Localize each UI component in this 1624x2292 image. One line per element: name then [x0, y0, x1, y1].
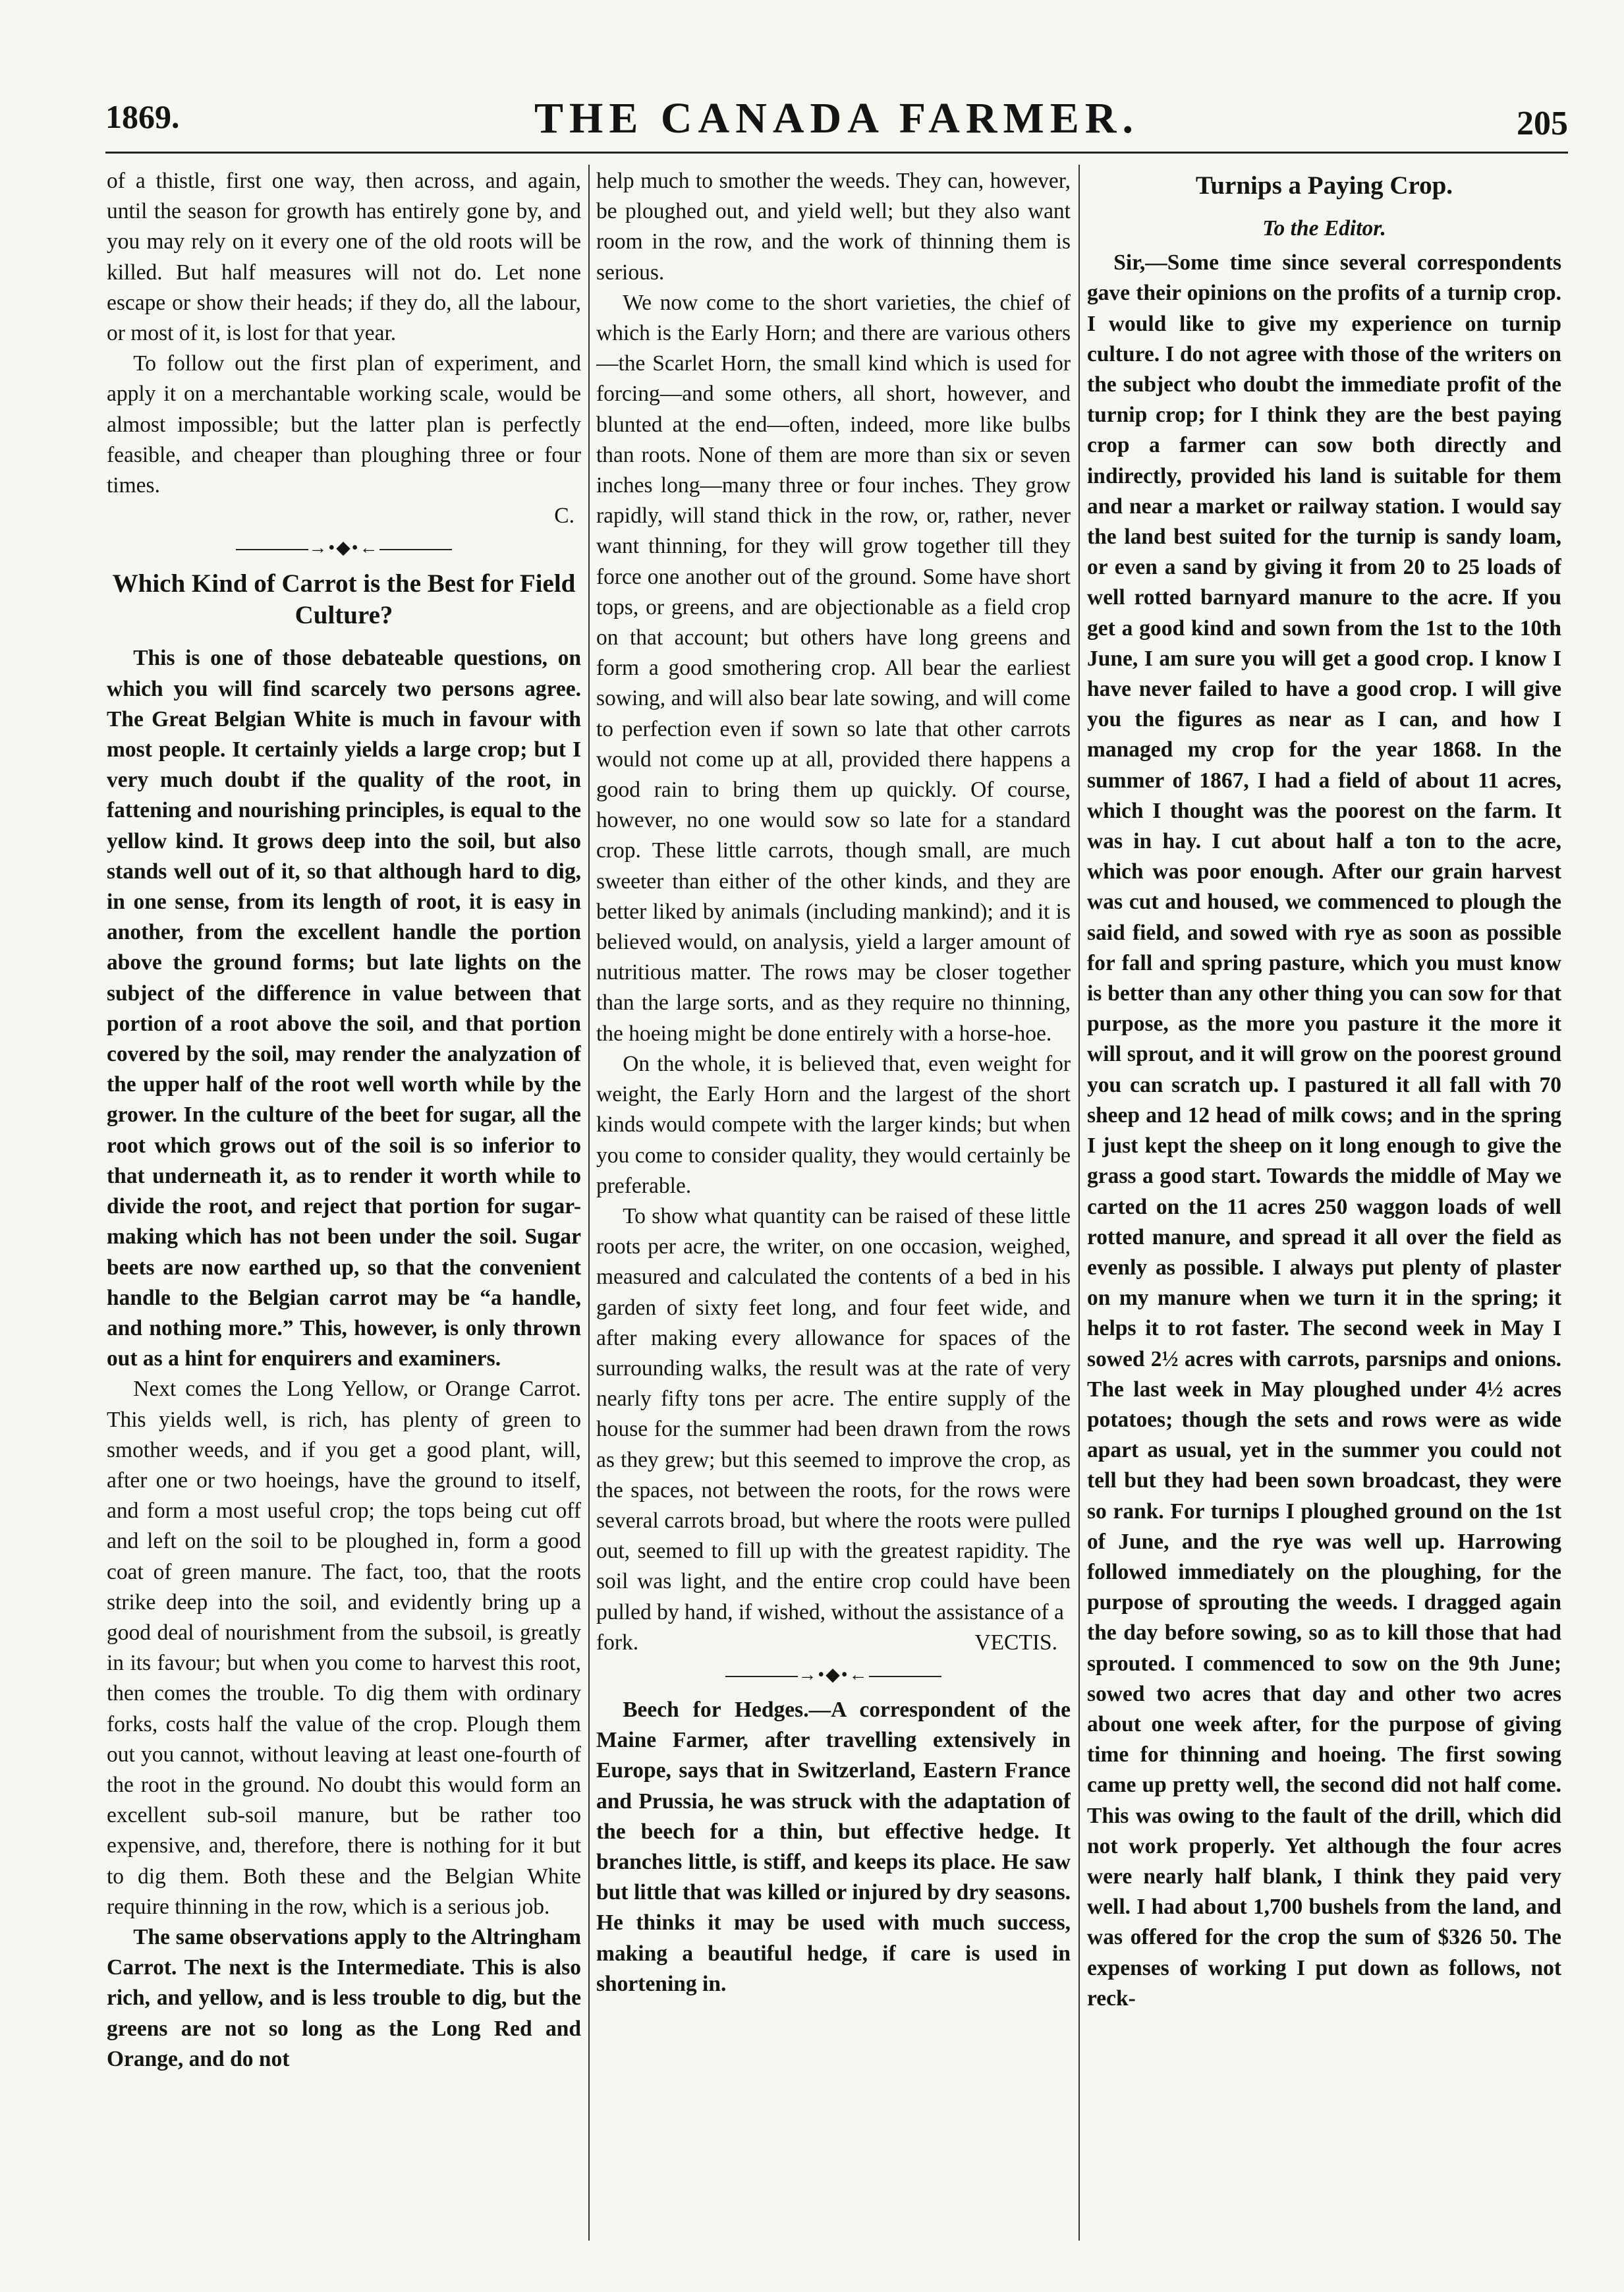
- article-paragraph: This is one of those debateable questions, on which you will find scarcely two persons agree. The Great Belgian White is much in favour with most people. It certainly yields a large crop; but I very much doubt if the quality of the root, in fattening and nourishing principles, is equal to the yellow kind. It grows deep into the soil, but also stands well out of it, so that although hard to dig, in one sense, from its length of root, it is easy in another, from the excellent handle the portion above the ground forms; but late lights on the subject of the difference in value between that portion of a root above the soil, and that portion covered by the soil, may render the analyzation of the upper half of the root well worth while by the grower. In the culture of the beet for sugar, all the root which grows out of the soil is so inferior to that underneath it, as to render it worth while to divide the root, and reject that portion for sugar-making which has not been under the soil. Sugar beets are now earthed up, so that the convenient handle to the Belgian carrot may be “a handle, and nothing more.” This, however, is only thrown out as a hint for enquirers and examiners.: [107, 646, 581, 1371]
- article-paragraph: To show what quantity can be raised of these little roots per acre, the writer, on one occasion, weighed, measured and calculated the contents of a bed in his garden of sixty feet long, and four feet wide, and after making every allowance for spaces of the surrounding walks, the result was at the rate of very nearly fifty tons per acre. The entire supply of the house for the summer had been drawn from the rows as they grew; but this seemed to improve the crop, as the spaces, not between the roots, for the rows were several carrots broad, but where the roots were pulled out, seemed to fill up with the greatest rapidity. The soil was light, and the entire crop could have been pulled by hand, if wished, without the assistance of a: [596, 1203, 1071, 1624]
- masthead-rule: [105, 152, 1568, 154]
- article-signature: C.: [554, 503, 574, 529]
- column-1: [107, 166, 581, 2242]
- closing-word: fork.: [596, 1630, 639, 1655]
- page-number: 205: [1517, 105, 1568, 142]
- column-divider: [1078, 165, 1080, 2241]
- publication-title: THE CANADA FARMER.: [534, 94, 1139, 142]
- article-subheading: To the Editor.: [1262, 216, 1386, 241]
- article-signature: VECTIS.: [974, 1630, 1057, 1655]
- article-paragraph: We now come to the short varieties, the chief of which is the Early Horn; and there are various others—the Scarlet Horn, the small kind which is used for forcing—and some others, all short, however, and blunted at the end—often, indeed, more like bulbs than roots. None of them are more than six or seven inches long—many three or four inches. They grow rapidly, will stand thick in the row, or, rather, never want thinning, for they will grow together till they force one another out of the ground. Some have short tops, or greens, and are objectionable as a field crop on that account; but others have long greens and form a good smothering crop. All bear the earliest sowing, and will also bear late sowing, and will come to perfection even if sown so late that other carrots would not come up at all, provided there happens a good rain to bring them up quickly. Of course, however, no one would sow so late for a standard crop. These little carrots, though small, are much sweeter than either of the other kinds, and they are better liked by animals (including mankind); and it is believed would, on analysis, yield a larger amount of nutritious matter. The rows may be closer together than the large sorts, and as they require no thinning, the hoeing might be done entirely with a horse-hoe.: [596, 290, 1071, 1046]
- article-paragraph: Next comes the Long Yellow, or Orange Carrot. This yields well, is rich, has plenty of green to smother weeds, and if you get a good plant, will, after one or two hoeings, have the ground to itself, and form a most useful crop; the tops being cut off and left on the soil to be ploughed in, form a good coat of green manure. The fact, too, that the roots strike deep into the soil, and evidently bring up a good deal of nourishment from the subsoil, is greatly in its favour; but when you come to harvest this root, then comes the trouble. To dig them with ordinary forks, costs half the value of the crop. Plough them out you cannot, without leaving at least one-fourth of the root in the ground. No doubt this would form an excellent sub-soil manure, but be rather too expensive, and, therefore, there is nothing for it but to dig them. Both these and the Belgian White require thinning in the row, which is a serious job.: [107, 1377, 581, 1919]
- issue-year: 1869.: [105, 98, 180, 135]
- column-3: [1087, 166, 1561, 2242]
- article-heading-carrot: Which Kind of Carrot is the Best for Field Culture?: [112, 569, 576, 630]
- column-2: [596, 166, 1071, 2242]
- article-paragraph: On the whole, it is believed that, even weight for weight, the Early Horn and the largest of the short kinds would compete with the larger kinds; but when you come to consider quality, they would certainly be preferable.: [596, 1051, 1071, 1198]
- section-ornament: →•◆•←: [596, 1662, 1071, 1688]
- article-paragraph: of a thistle, first one way, then across, and again, until the season for growth has entirely gone by, and you may rely on it every one of the old roots will be killed. But half measures will not do. Let none escape or show their heads; if they do, all the labour, or most of it, is lost for that year.: [107, 169, 581, 346]
- article-paragraph: help much to smother the weeds. They can, however, be ploughed out, and yield well; but they also want room in the row, and the work of thinning them is serious.: [596, 169, 1071, 285]
- article-closing-line: [596, 1628, 1071, 1658]
- paragraph-lead: Beech for Hedges.—: [623, 1697, 831, 1722]
- article-heading-turnips: Turnips a Paying Crop.: [1195, 171, 1453, 200]
- column-divider: [588, 165, 590, 2241]
- section-ornament: →•◆•←: [107, 535, 581, 561]
- article-paragraph: The same observations apply to the Altringham Carrot. The next is the Intermediate. This is also rich, and yellow, and is less trouble to dig, but the greens are not so long as the Long Red and Orange, and do not: [107, 1924, 581, 2071]
- article-paragraph: Sir,—Some time since several correspondents gave their opinions on the profits of a turnip crop. I would like to give my experience on turnip culture. I do not agree with those of the writers on the subject who doubt the immediate profit of the turnip crop; for I think they are the best paying crop a farmer can sow both directly and indirectly, provided his land is suitable for them and near a market or railway station. I would say the land best suited for the turnip is sandy loam, or even a sand by giving it from 20 to 25 loads of well rotted barnyard manure to the acre. If you get a good kind and sown from the 1st to the 10th June, I am sure you will get a good crop. I know I have never failed to have a good crop. I will give you the figures as near as I can, and how I managed my crop for the year 1868. In the summer of 1867, I had a field of about 11 acres, which I thought was the poorest on the farm. It was in hay. I cut about half a ton to the acre, which was poor enough. After our grain harvest was cut and housed, we commenced to plough the said field, and sowed with rye as soon as possible for fall and spring pasture, which you must know is better than any other thing you can sow for that purpose, as the more you pasture it the more it will sprout, and it will grow on the poorest ground you can scratch up. I pastured it all fall with 70 sheep and 12 head of milk cows; and in the spring I just kept the sheep on it long enough to give the grass a good start. Towards the middle of May we carted on the 11 acres 250 waggon loads of well rotted manure, and spread it all over the field as evenly as possible. I always put plenty of plaster on my manure when we turn it in the spring; it helps it to rot faster. The second week in May I sowed 2½ acres with carrots, parsnips and onions. The last week in May ploughed under 4½ acres potatoes; though the sets and rows were as wide apart as usual, yet in the summer you could not tell but they had been sown broadcast, they were so rank. For turnips I ploughed ground on the 1st of June, and the rye was well up. Harrowing followed immediately on the ploughing, for the purpose of sprouting the weeds. I dragged again the day before sowing, so as to kill those that had sprouted. I commenced to sow on the 9th June; sowed two acres that day and other two acres about one week after, for the purpose of giving time for thinning and hoeing. The first sowing came up pretty well, the second did not half come. This was owing to the fault of the drill, which did not work properly. Yet although the four acres were nearly half blank, I think they paid very well. I had about 1,700 bushels from the land, and was offered for the crop the sum of $326 50. The expenses of working I put down as follows, not reck-: [1087, 250, 1561, 2011]
- masthead: [105, 94, 1568, 150]
- article-paragraph-beech: Beech for Hedges.—A correspondent of the Maine Farmer, after travelling extensively in Europe, says that in Switzerland, Eastern France and Prussia, he was struck with the adaptation of the beech for a thin, but effective hedge. It branches little, is stiff, and keeps its place. He saw but little that was killed or injured by dry seasons. He thinks it may be used with much success, making a beautiful hedge, if care is used in shortening in.: [596, 1697, 1071, 1996]
- article-paragraph: To follow out the first plan of experiment, and apply it on a merchantable working scale, would be almost impossible; but the latter plan is perfectly feasible, and cheaper than ploughing three or four times.: [107, 351, 581, 498]
